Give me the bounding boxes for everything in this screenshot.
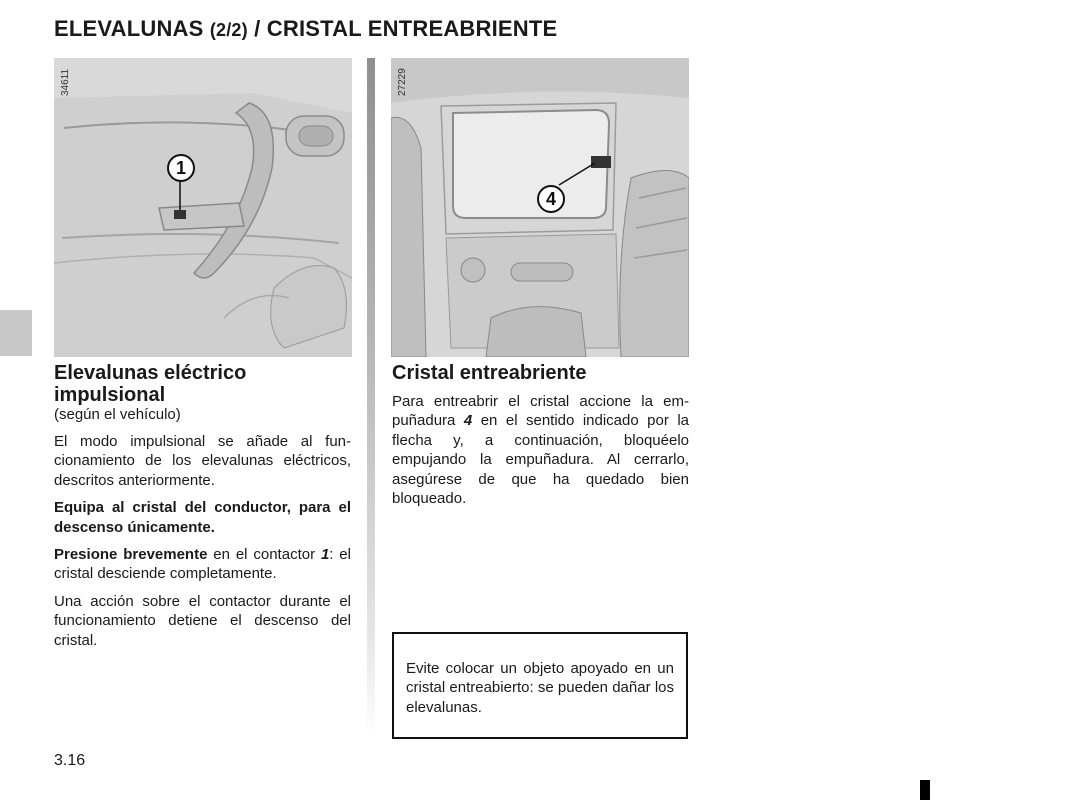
figure-code: 27229	[397, 68, 408, 96]
door-switch-illustration	[54, 58, 352, 357]
section-subnote: (según el vehículo)	[54, 406, 181, 423]
warning-box	[392, 632, 688, 739]
paragraph-stop-descent: Una acción sobre el contactor durante el funcionamiento detiene el descenso del cristal.	[54, 592, 351, 649]
paragraph-press-switch: Presione brevemente en el contactor 1: el cristal desciende completamente.	[54, 546, 351, 583]
callout-1: 1	[167, 154, 195, 182]
paragraph-driver-window: Equipa al cristal del conductor, para el descenso únicamente.	[54, 499, 351, 536]
section-heading-entreabriente: Cristal entreabriente	[392, 362, 587, 384]
page-title: ELEVALUNAS (2/2) / CRISTAL ENTREABRIENTE	[54, 16, 558, 41]
page-number: 3.16	[54, 752, 86, 769]
section-heading-impulsional: Elevalunas eléctrico impulsional	[54, 362, 247, 406]
side-window-illustration	[391, 58, 689, 357]
callout-4: 4	[537, 185, 565, 213]
paragraph-entreabrir: Para entreabrir el cristal accione la empuñadura 4 en el sentido indicado por la flecha y, a continuación, bloquéelo empujando la empuñadura. Al cerrarlo, asegúrese de que ha quedado bien bloqueado.	[392, 393, 690, 508]
paragraph-impulsional-mode: El modo impulsional se añade al funcionamiento de los elevalunas eléctricos, descritos anteriormente.	[54, 433, 351, 489]
left-column	[54, 362, 351, 658]
corner-mark	[920, 780, 930, 800]
right-column	[392, 362, 689, 516]
figure-code: 34611	[60, 68, 71, 96]
column-divider	[367, 58, 375, 738]
warning-text: Evite colocar un objeto apoyado en un cristal entreabierto: se pueden dañar los elevalunas.	[406, 660, 674, 716]
chapter-tab	[0, 310, 32, 356]
